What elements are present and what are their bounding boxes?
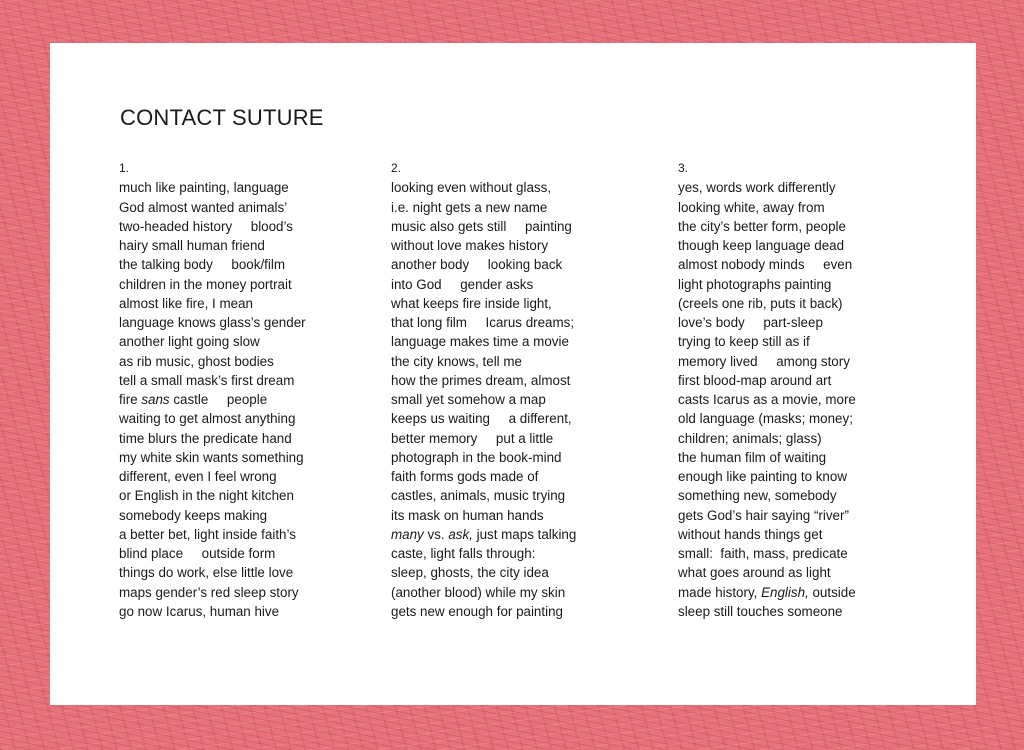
poem-line [391, 313, 576, 332]
line-text: the talking body book/film [119, 257, 285, 273]
section-lines [119, 178, 306, 621]
poem-line [119, 294, 306, 313]
line-text: gets God’s hair saying “river” [678, 507, 849, 523]
poem-line [391, 409, 576, 428]
poem-line [119, 409, 306, 428]
poem-line [678, 506, 856, 525]
section-lines [391, 178, 576, 621]
line-text: much like painting, language [119, 180, 289, 196]
line-text: what goes around as light [678, 565, 831, 581]
line-text: casts Icarus as a movie, more [678, 392, 856, 407]
italic-text: many [391, 526, 424, 542]
poem-line [119, 602, 306, 621]
poem-line [678, 525, 856, 544]
line-text: God almost wanted animals’ [119, 199, 288, 215]
poem-line [678, 332, 856, 351]
poem-line [391, 602, 576, 621]
italic-text: English, [761, 584, 809, 600]
line-text: caste, light falls through: [391, 546, 536, 561]
poem-line [391, 448, 576, 467]
poem-title: CONTACT SUTURE [120, 105, 324, 130]
poem-line [678, 486, 856, 505]
poem-line [678, 448, 856, 467]
line-text: two-headed history blood’s [119, 218, 293, 234]
poem-line [678, 255, 856, 274]
line-text: or English in the night kitchen [119, 488, 294, 504]
poem-line [678, 602, 856, 621]
poem-line [678, 409, 856, 428]
line-text: yes, words work differently [678, 180, 836, 196]
line-text: without hands things get [678, 526, 823, 542]
poem-line [119, 583, 306, 602]
poem-line [119, 313, 306, 332]
line-text: though keep language dead [678, 238, 845, 253]
poem-line [391, 506, 576, 525]
line-text: different, even I feel wrong [119, 469, 277, 484]
line-text: faith forms gods made of [391, 469, 539, 484]
line-text: another light going slow [119, 334, 260, 350]
poem-line [678, 313, 856, 332]
poem-line [391, 352, 576, 371]
line-text: light photographs painting [678, 276, 832, 292]
line-text: the city’s better form, people [678, 218, 846, 234]
line-text: its mask on human hands [391, 507, 544, 523]
line-text: love’s body part-sleep [678, 315, 823, 330]
line-text: a better bet, light inside faith’s [119, 526, 296, 542]
line-text: hairy small human friend [119, 238, 265, 253]
poem-section-3 [678, 159, 856, 621]
poem-line [391, 544, 576, 563]
line-text: fire [119, 392, 142, 407]
line-text: what keeps fire inside light, [391, 295, 552, 311]
line-text: made history, [678, 584, 762, 600]
poem-line [678, 390, 856, 409]
line-text: castles, animals, music trying [391, 488, 566, 504]
section-number: 1. [119, 161, 130, 175]
poem-line [119, 217, 306, 236]
poem-line [391, 429, 576, 448]
line-text: things do work, else little love [119, 565, 294, 581]
italic-text: sans [141, 392, 170, 407]
poem-line [391, 486, 576, 505]
poem-line [119, 236, 306, 255]
line-text: (creels one rib, puts it back) [678, 295, 843, 311]
poem-line [119, 352, 306, 371]
line-text: first blood-map around art [678, 372, 832, 388]
poem-line [119, 371, 306, 390]
line-text: memory lived among story [678, 353, 850, 369]
poem-line [678, 429, 856, 448]
line-text: music also gets still painting [391, 218, 572, 234]
poem-line [391, 390, 576, 409]
line-text: maps gender’s red sleep story [119, 584, 299, 600]
poem-line [391, 583, 576, 602]
poem-section-1 [119, 159, 306, 621]
line-text: time blurs the predicate hand [119, 430, 292, 446]
line-text: tell a small mask’s first dream [119, 372, 295, 388]
poem-line [678, 178, 856, 197]
line-text: something new, somebody [678, 488, 837, 504]
line-text: the city knows, tell me [391, 353, 522, 369]
poem-line [678, 352, 856, 371]
poem-line [391, 294, 576, 313]
poem-line [678, 294, 856, 313]
line-text: i.e. night gets a new name [391, 199, 548, 215]
line-text: better memory put a little [391, 430, 554, 446]
line-text: looking even without glass, [391, 180, 552, 196]
poem-line [391, 525, 576, 544]
poem-line [119, 544, 306, 563]
poem-line [391, 467, 576, 486]
line-text: (another blood) while my skin [391, 584, 566, 600]
poem-line [678, 467, 856, 486]
poem-line [391, 178, 576, 197]
poem-line [678, 275, 856, 294]
line-text: language makes time a movie [391, 334, 569, 350]
line-text: into God gender asks [391, 276, 534, 292]
poem-line [119, 563, 306, 582]
poem-line [391, 198, 576, 217]
line-text: old language (masks; money; [678, 411, 853, 427]
line-text: sleep still touches someone [678, 603, 843, 619]
line-text: keeps us waiting a different, [391, 411, 572, 427]
line-text: photograph in the book-mind [391, 449, 562, 465]
poem-line [391, 371, 576, 390]
line-text: another body looking back [391, 257, 563, 273]
poem-line [119, 506, 306, 525]
poem-line [391, 275, 576, 294]
line-text: language knows glass’s gender [119, 315, 306, 330]
poem-line [678, 217, 856, 236]
line-text: gets new enough for painting [391, 603, 563, 619]
poem-section-2 [391, 159, 576, 621]
poem-line [119, 525, 306, 544]
line-text: almost nobody minds even [678, 257, 853, 273]
line-text: looking white, away from [678, 199, 825, 215]
line-text: children in the money portrait [119, 276, 292, 292]
line-text: trying to keep still as if [678, 334, 810, 350]
poem-line [678, 544, 856, 563]
poem-page [50, 43, 976, 705]
line-text: small: faith, mass, predicate [678, 546, 848, 561]
poem-line [119, 332, 306, 351]
line-text: without love makes history [391, 238, 549, 253]
line-text: vs. [423, 526, 449, 542]
section-number: 3. [678, 161, 689, 175]
poem-line [391, 217, 576, 236]
line-text: go now Icarus, human hive [119, 603, 280, 619]
poem-line [119, 255, 306, 274]
line-text: just maps talking [472, 526, 577, 542]
line-text: my white skin wants something [119, 449, 304, 465]
section-number: 2. [391, 161, 402, 175]
line-text: outside [808, 584, 856, 600]
line-text: the human film of waiting [678, 449, 827, 465]
poem-line [391, 236, 576, 255]
poem-line [391, 563, 576, 582]
poem-line [119, 275, 306, 294]
poem-line [678, 583, 856, 602]
line-text: almost like fire, I mean [119, 295, 253, 311]
line-text: somebody keeps making [119, 507, 268, 523]
line-text: waiting to get almost anything [119, 411, 296, 427]
poem-line [119, 448, 306, 467]
line-text: children; animals; glass) [678, 430, 822, 446]
line-text: small yet somehow a map [391, 392, 546, 407]
line-text: that long film Icarus dreams; [391, 315, 575, 330]
line-text: blind place outside form [119, 546, 276, 561]
poem-line [678, 198, 856, 217]
poem-line [678, 236, 856, 255]
poem-line [119, 429, 306, 448]
line-text: enough like painting to know [678, 469, 847, 484]
line-text: sleep, ghosts, the city idea [391, 565, 549, 581]
section-lines [678, 178, 856, 621]
poem-line [678, 563, 856, 582]
poem-line [391, 332, 576, 351]
poem-line [119, 467, 306, 486]
line-text: castle people [169, 392, 268, 407]
poem-line [119, 178, 306, 197]
poem-line [119, 198, 306, 217]
italic-text: ask, [448, 526, 473, 542]
poem-line [119, 486, 306, 505]
poem-line [678, 371, 856, 390]
poem-line [391, 255, 576, 274]
poem-line [119, 390, 306, 409]
line-text: how the primes dream, almost [391, 372, 571, 388]
line-text: as rib music, ghost bodies [119, 353, 274, 369]
